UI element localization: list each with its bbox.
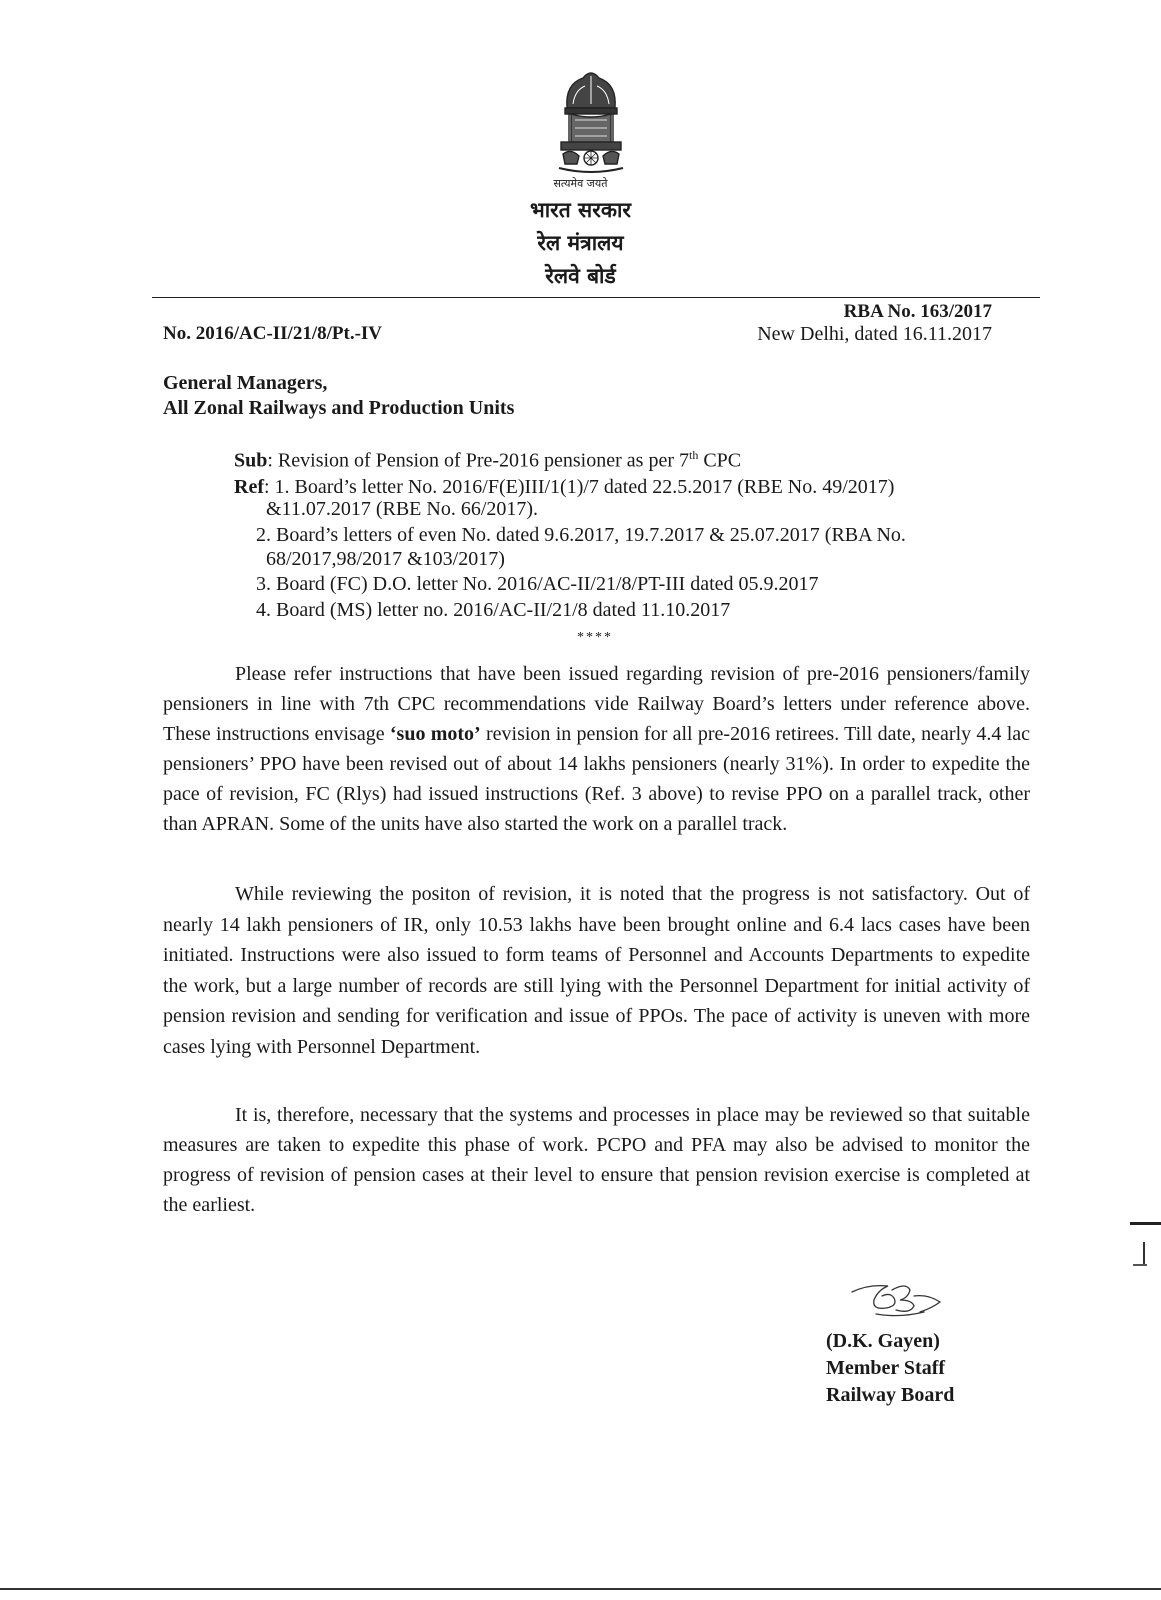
reference-label: Ref xyxy=(234,476,264,498)
body-paragraph-3: It is, therefore, necessary that the systems and processes in place may be reviewed so that suitable measures are taken to expedite this phase of work. PCPO and PFA may also be advised to monitor the progress of revision of pension cases at their level to ensure that pension revision exercise is completed at the earliest. xyxy=(163,1104,1030,1216)
rba-number: RBA No. 163/2017 xyxy=(843,301,992,322)
reference-item-1-cont: &11.07.2017 (RBE No. 66/2017). xyxy=(266,498,539,520)
national-emblem-icon xyxy=(553,64,629,180)
body-paragraph-1: Please refer instructions that have been issued regarding revision of pre-2016 pensioners/family pensioners in line with 7th CPC recommendations vide Railway Board’s letters under reference above. These instructions envisage ‘suo moto’ revision in pension for all pre-2016 retirees. Till date, nearly 4.4 lac pensioners’ PPO have been revised out of about 14 lakhs pensioners (nearly 31%). In order to expedite the pace of revision, FC (Rlys) had issued instructions (Ref. 3 above) to revise PPO on a parallel track, other than APRAN. Some of the units have also started the work on a parallel track. xyxy=(163,663,1030,835)
reference-item-2: 2. Board’s letters of even No. dated 9.6.2017, 19.7.2017 & 25.07.2017 (RBA No. xyxy=(256,524,906,546)
reference-item-3: 3. Board (FC) D.O. letter No. 2016/AC-II/21/8/PT-III dated 05.9.2017 xyxy=(256,573,819,595)
separator-stars: **** xyxy=(577,630,613,645)
header-divider xyxy=(152,297,1040,298)
header-ministry: रेल मंत्रालय xyxy=(537,231,624,255)
scan-margin-mark xyxy=(1130,1222,1161,1225)
header-board: रेलवे बोर्ड xyxy=(545,264,616,288)
reference-item-1: Ref: 1. Board’s letter No. 2016/F(E)III/1(1)/7 dated 22.5.2017 (RBE No. 49/2017) xyxy=(234,476,895,498)
reference-item-2-cont: 68/2017,98/2017 &103/2017) xyxy=(266,548,505,570)
body-paragraph-2: While reviewing the positon of revision, it is noted that the progress is not satisfactory. Out of nearly 14 lakh pensioners of IR, only 10.53 lakhs have been brought online and 6.4 lacs cases have been initiated. Instructions were also issued to form teams of Personnel and Accounts Departments to expedite the work, but a large number of records are still lying with the Personnel Department for initial activity of pension revision and sending for verification and issue of PPOs. The pace of activity is uneven with more cases lying with Personnel Department. xyxy=(163,883,1030,1058)
subject-superscript: th xyxy=(688,448,699,462)
subject-text: : Revision of Pension of Pre-2016 pensioner as per 7 xyxy=(267,449,689,472)
addressee-line-2: All Zonal Railways and Production Units xyxy=(163,397,515,419)
addressee-line-1: General Managers, xyxy=(163,372,328,394)
emblem-motto: सत्यमेव जयते xyxy=(553,177,608,190)
scan-margin-mark xyxy=(1143,1242,1145,1266)
letter-number: No. 2016/AC-II/21/8/Pt.-IV xyxy=(163,323,383,344)
scan-margin-mark xyxy=(1133,1264,1147,1266)
subject-line xyxy=(234,448,741,473)
subject-text-end: CPC xyxy=(698,449,742,472)
signatory-name: (D.K. Gayen) xyxy=(826,1330,940,1352)
emphasis-suo-moto: ‘suo moto’ xyxy=(389,723,481,745)
subject-label: Sub xyxy=(234,449,268,472)
place-date: New Delhi, dated 16.11.2017 xyxy=(757,323,992,345)
header-government: भारत सरकार xyxy=(529,198,631,222)
reference-item-4: 4. Board (MS) letter no. 2016/AC-II/21/8 dated 11.10.2017 xyxy=(256,599,731,621)
signatory-designation: Member Staff xyxy=(826,1357,946,1379)
handwritten-signature xyxy=(848,1278,958,1322)
signatory-organisation: Railway Board xyxy=(826,1384,955,1406)
page-bottom-border xyxy=(0,1588,1161,1590)
